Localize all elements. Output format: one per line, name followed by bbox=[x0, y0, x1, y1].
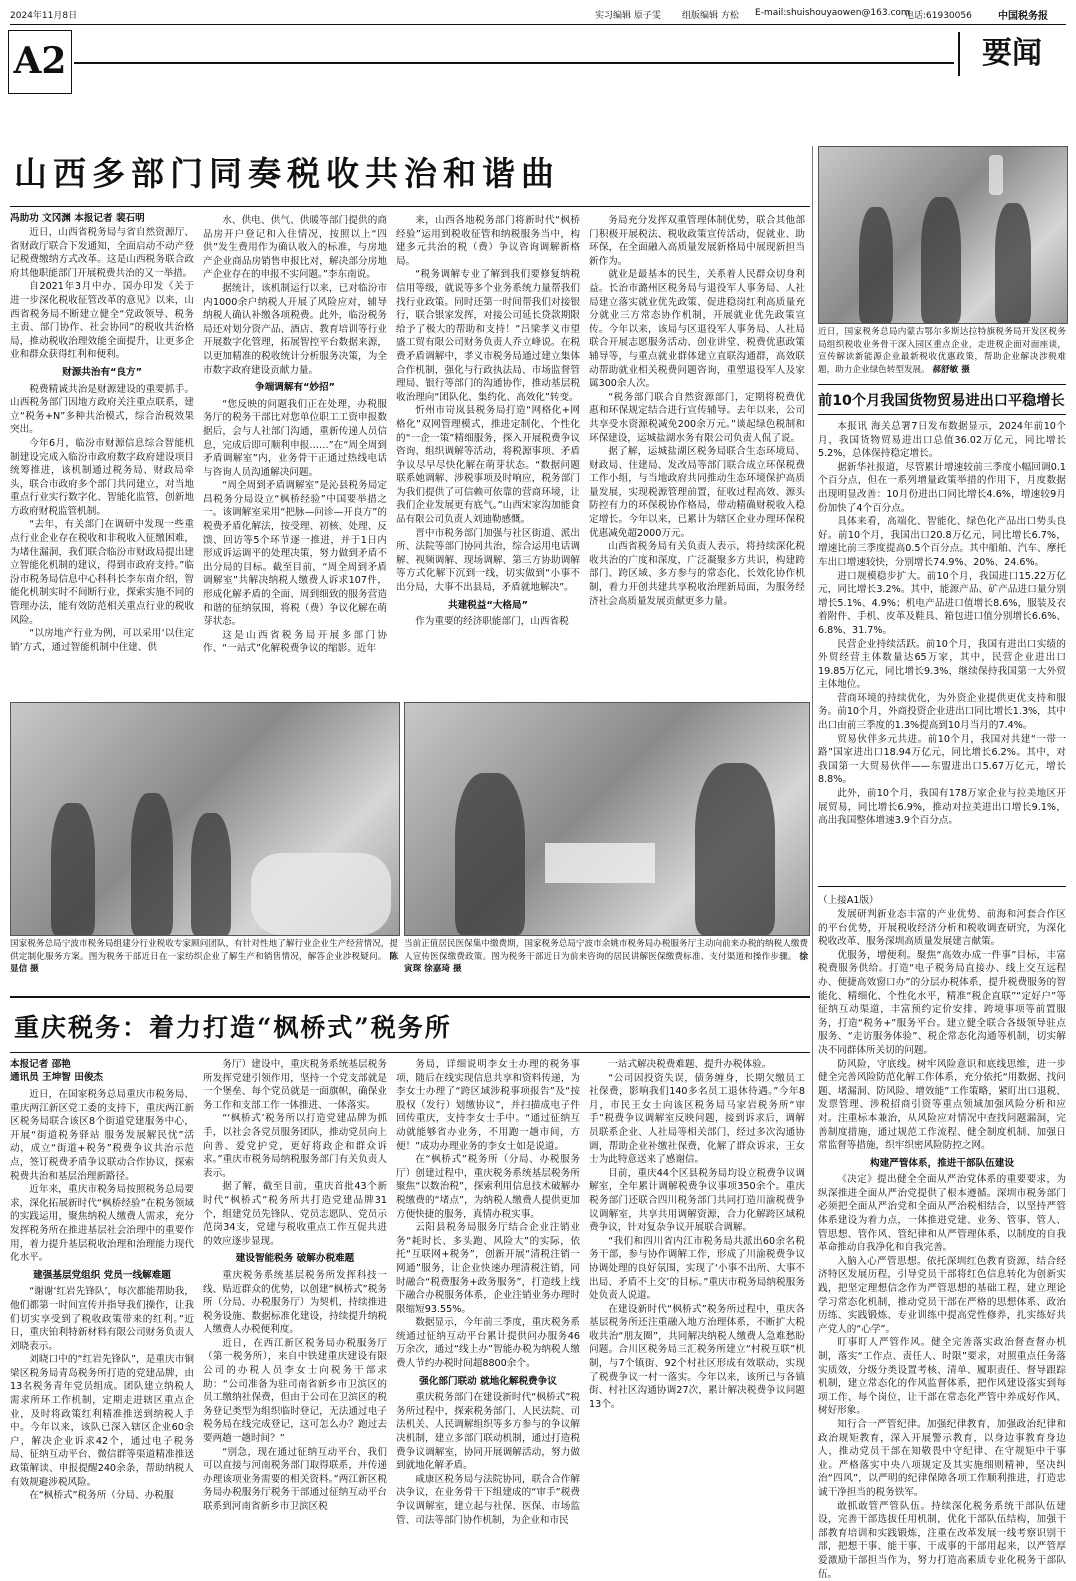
paragraph: “‘枫桥式’税务所以打造党建品牌为抓手，以社会各党员服务团队，推动党员向上向善、爱党护党，更好将政企和群众诉求。”重庆市税务局纳税服务部门有关负责人表示。 bbox=[203, 1113, 387, 1179]
paragraph: 重庆税务系统基层税务所发挥科技一线、贴近群众的优势，以创建“枫桥式”税务所（分局、办税服务厅）为契机，持续推进税务设施、数据标准化建设，持续提升纳税人缴费人办税便利度。 bbox=[203, 1269, 387, 1336]
subheading: 建强基层党组织 党员一线解难题 bbox=[33, 1269, 171, 1281]
paragraph: 盯事盯人严管作风。健全完善落实政治督查督办机制，落实“工作点、责任人、时限”要求，对照重点任务落实质效，分级分类设置考核、清单、履职责任、督导跟踪机制，建立常态化的作风监督体系，把作风建设落实到每项工作、每个岗位，让干部在常态化严管中养成好作风、树好形象。 bbox=[818, 1337, 1066, 1417]
paragraph: 刘晓口中的“红岩先锋队”，是重庆市铜梁区税务局青岛税务所打造的党建品牌，由13名税务青年党员组成。团队建立纳税人需求所环工作机制，定期走进辖区重点企业，及时将政策红利精准推送到纳税人手中。今年以来，该队已深入辖区企业60余户，解决企业诉求42个，通过电子税务局、征纳互动平台、微信群等渠道精准推送政策解读、申报提醒240余条，帮助纳税人有效规避涉税风险。 bbox=[10, 1354, 194, 1488]
photo-credit: 陈显信 摄 bbox=[10, 951, 398, 975]
photo-yuyao-caption bbox=[404, 938, 808, 990]
paragraph: 作为重要的经济职能部门，山西省税 bbox=[415, 616, 569, 628]
article1-headline: 山西多部门同奏税收共治和谐曲 bbox=[14, 154, 560, 193]
subheading: 构建严管体系，推进干部队伍建设 bbox=[870, 1157, 1014, 1169]
paragraph: 入脑入心严管思想。依托深圳红色教育资源，结合经济特区发展历程，引导党员干部将红色信息转化为创新实践，把坚定理想信念作为严管思想的基础工程，建立理论学习常态化机制，推动党员干部在严格的思想体系、政治历练、实践锻炼、专业训练中提高党性修养，扎实练好共产党人的“心学”。 bbox=[818, 1255, 1066, 1335]
section-label: 要闻 bbox=[958, 32, 1064, 76]
paragraph: “公司因投资失误，债务缠身，长期欠缴员工社保费，影响我们140多名员工退休待遇。”今年8月，市民王女士向该区税务局马家岩税务所“审手”税费争议调解室反映问题，接到诉求后，调解员联系企业、人社局等相关部门，经过多次沟通协调，帮助企业补缴社保费，化解了群众诉求，王女士为此特意送来了感谢信。 bbox=[589, 1072, 805, 1166]
article2-headline: 前10个月我国货物贸易进出口平稳增长 bbox=[818, 393, 1065, 409]
paragraph: 在建设新时代“枫桥式”税务所过程中，重庆各基层税务所还注重融入地方治理体系，不断扩大税收共治“朋友圈”，共同解决纳税人缴费人急难愁盼问题。合川区税务局三汇税务所建立“村税互联”机制，与7个镇街、92个村社区形成有效联动，实现了税费争议一村一落实。今年以来，该所已与各镇街、村社区沟通协调27次，累计解决税费争议问题13个。 bbox=[589, 1303, 805, 1410]
paragraph: 今年6月，临汾市财源信息综合智能机制建设完成入临汾市政府数字政府建设项目统筹推进，该机制通过税务局、财政局牵头，联合市政府多个部门共同建立，对当地重点行业实行数字化、智能化监管，创新地方政府财税监管机制。 bbox=[10, 437, 194, 517]
paragraph: 据了解，运城盐湖区税务局联合生态环境局、财政局、住建局、发改局等部门联合成立环保税费工作小组，与当地政府共同推动生态环境保护高质量发展，实现税源管理前置，征收过程高效、源头防控有力的环保税协作格局，带动精确财税收入稳定增长。今年以来，已累计为辖区企业办理环保税优惠减免超2000万元。 bbox=[589, 446, 805, 539]
paragraph: 据新华社报道，尽管累计增速较前三季度小幅回调0.1个百分点，但在一系列增量政策举措的作用下，月度数据出现明显改善：10月份进出口同比增长4.6%，增速较9月份加快了4个百分点。 bbox=[818, 461, 1066, 514]
photo-ningbo-caption bbox=[10, 938, 398, 990]
paragraph: 防风险，守底线。树牢风险意识和底线思维，进一步健全完善风险防范化解工作体系，充分依托“用数据、找问题、堵漏洞、防风险、增效能”工作策略，紧盯出口退税、发票管理、涉税招商引资等重点领域加强风险分析和应对。注重标本兼治，从风险应对情况中查找问题漏洞，完善制度措施，通过规范工作流程、健全制度机制、加强日常监督等措施，织牢织密风险防控之网。 bbox=[818, 1058, 1066, 1152]
subheading: 争端调解有“妙招” bbox=[255, 382, 335, 394]
article3-column-4 bbox=[589, 1058, 805, 1540]
photo-yuyao-service-hall bbox=[404, 702, 810, 936]
photo-ordos-tax-visit bbox=[818, 146, 1068, 324]
paragraph: 敢抓敢管严管队伍。持续深化税务系统干部队伍建设，完善干部选拔任用机制，优化干部队伍结构，加强干部教育培训和实践锻炼，注重在改革发展一线考察识别干部，把想干事、能干事、干成事的干部用起来，以严管厚爱激励干部担当作为，努力打造高素质专业化税务干部队伍。 bbox=[818, 1500, 1066, 1580]
paragraph: 近日，山西省税务局与省自然资源厅、省财政厅联合下发通知，全面启动不动产登记税费缴纳方式改革。这是山西税务联合政府其他职能部门开展税费共治的又一举措。 bbox=[10, 227, 194, 279]
designer-credit: 组版编辑 方松 bbox=[682, 11, 739, 21]
paragraph: 务厅）建设中，重庆税务系统基层税务所发挥党建引领作用，坚持一个党支部就是一个堡垒、每个党员就是一面旗帜，确保业务工作和支部工作一体推进、一体落实。 bbox=[203, 1059, 387, 1111]
paragraph: 水、供电、供气、供暖等部门提供的商品房开户登记和入住情况，按照以上“四供”发生费用作为确认收入的标准，与房地产企业商品房销售申报比对，解决部分房地产企业存在的申报不实问题。”李东南说。 bbox=[203, 215, 387, 281]
article1-column-4 bbox=[589, 214, 805, 678]
paragraph: 进口规模稳步扩大。前10个月，我国进口15.22万亿元，同比增长3.2%。其中，能源产品、矿产品进口量分别增长5.1%、4.9%；机电产品进口值增长8.6%，服装及衣着附件、手机、皮革及鞋具、箱包进口值分别增长6.6%、6.8%、31.7%。 bbox=[818, 570, 1066, 636]
paragraph: 这是山西省税务局开展多部门协作、“一站式”化解税费争议的缩影。近年 bbox=[203, 629, 387, 655]
paragraph: 务局充分发挥双重管理体制优势，联合其他部门积极开展税法、税收政策宣传活动，促就业、助环保，在全面融入高质量发展新格局中展现新担当新作为。 bbox=[589, 215, 805, 267]
paragraph: “谢谢‘红岩先锋队’，每次都能帮助我，他们都第一时间宣传并指导我们操作，让我们切实享受到了税收政策带来的红利。”近日，重庆铂利特新材料有限公司财务负责人刘晓表示。 bbox=[10, 1286, 194, 1352]
article1-byline: 冯助功 文冈渊 本报记者 裴石明 bbox=[10, 213, 145, 224]
subheading: 建设智能税务 破解办税难题 bbox=[235, 1253, 355, 1265]
photo-credit: 郝舒敏 摄 bbox=[932, 364, 970, 375]
paragraph: 具体来看，高端化、智能化、绿色化产品出口势头良好。前10个月，我国出口20.8万亿元，同比增长6.7%，增速比前三季度提高0.5个百分点。其中船舶、汽车、摩托车出口增速较快，分别增长74.9%、20%、24.6%。 bbox=[818, 516, 1066, 568]
paragraph: 此外，前10个月，我国有178万家企业与拉美地区开展贸易，同比增长6.9%，推动对拉美进出口增长9.1%，高出我国整体增速3.9个百分点。 bbox=[818, 788, 1066, 827]
article3-byline bbox=[10, 1058, 103, 1084]
article1-column-1 bbox=[10, 226, 194, 678]
paragraph: 民营企业持续活跃。前10个月，我国有进出口实绩的外贸经营主体数量达65万家，其中，民营企业进出口19.85万亿元，同比增长9.3%，继续保持我国第一大外贸主体地位。 bbox=[818, 638, 1066, 691]
article3-column-1 bbox=[10, 1088, 194, 1540]
article1-column-2 bbox=[203, 214, 387, 678]
caption-text: 当前正值居民医保集中缴费期，国家税务总局宁波市余姚市税务局办税服务厅主动向前来办税的纳税人缴费人宣传医保缴费政策。图为税务干部近日为前来咨询的居民讲解医保缴费标准、支付渠道和操作步骤。 bbox=[404, 939, 808, 962]
paragraph: 近日，在西江新区税务局办税服务厅（第一税务所），来自中铁建重庆建设有限公司的办税人员李女士向税务干部求助：“公司准备为驻司南省新乡市卫滨区的员工缴纳社保费，但由于公司在卫滨区的税务登记类型为组织临时登记，无法通过电子税务局在线完成登记，这可怎么办？跑过去要两趟一趟时间？” bbox=[203, 1337, 387, 1445]
paragraph: 发展研判新业态丰富的产业优势、前海和河套合作区的平台优势，开展税收经济分析和税收调查研究，为深化税收改革、服务深圳高质量发展建言献策。 bbox=[818, 909, 1066, 948]
continued-body bbox=[818, 908, 1066, 1580]
paragraph: 近日，在国家税务总局重庆市税务局、重庆两江新区党工委的支持下，重庆两江新区税务局联合该区8个街道党建服务中心，开展“街道税务驿站 服务发展解民忧”活动，成立“街道+税务”税费争议共治示范点，签订税费矛盾争议联动合作协议，探索税费共治和基层治理新路径。 bbox=[10, 1089, 194, 1182]
paragraph: 本报讯 海关总署7日发布数据显示，2024年前10个月，我国货物贸易进出口总值36.02万亿元，同比增长5.2%，总体保持稳定增长。 bbox=[818, 421, 1066, 460]
subheading: 强化部门联动 就地化解税费争议 bbox=[419, 1375, 557, 1387]
article1-column-3 bbox=[396, 214, 580, 678]
photo-ningbo-textile bbox=[10, 702, 400, 936]
paragraph: 自2021年3月中办、国办印发《关于进一步深化税收征管改革的意见》以来，山西省税务局不断建立健全“党政领导、税务主责、部门协作、社会协同”的税收共治格局，推动税收治理效能全面提升，让更多企业和群众获得红利和便利。 bbox=[10, 281, 194, 361]
article2-body bbox=[818, 420, 1066, 878]
email-address: E-mail:shuishouyaowen@163.com bbox=[755, 8, 910, 18]
paragraph: 重庆税务部门在建设新时代“枫桥式”税务所过程中，探索税务部门、人民法院、司法机关、人民调解组织等多方参与的争议解决机制，建立多部门联动机制，通过打造税费争议调解室，协同开展调解活动，努力做到就地化解矛盾。 bbox=[396, 1392, 580, 1472]
paragraph: 在“枫桥式”税务所（分局、办税服务厅）创建过程中，重庆税务系统基层税务所聚焦“以数治税”，探索利用信息技术破解办税缴费的“堵点”，为纳税人缴费人提供更加方便快捷的服务，真情办税实事。 bbox=[396, 1154, 580, 1220]
page-number: A2 bbox=[8, 30, 72, 94]
editor-credit: 实习编辑 原子雯 bbox=[595, 11, 661, 21]
paragraph: 在“枫桥式”税务所（分局、办税服 bbox=[29, 1490, 174, 1502]
paragraph: “别急，现在通过征纳互动平台，我们可以直接与河南税务部门取得联系，并传递办理该项业务需要的相关资料。”两江新区税务局办税服务厅税务干部通过征纳互动平台联系到河南省新乡市卫滨区税 bbox=[203, 1446, 387, 1512]
paragraph: “税务调解专业了解到我们要修复纳税信用等级，就说等多个业务系统力量帮我们找行业政策。同时还第一时间帮我们对接银行，联合银家发挥，对接公司延长贷款期限给予了极大的帮助和支持！”吕梁孝义市望盛工贸有限公司财务负责人乔立峰说。在税费矛盾调解中，孝义市税务局通过建立集体合作机制，强化与行政执法局、市场监督管理局、银行等部门的沟通协作，推动基层税收治理向“团队化、集约化、高效化”转变。 bbox=[396, 269, 580, 403]
paragraph: 山西省税务局有关负责人表示，将持续深化税收共治的广度和深度，广泛凝聚多方共识，构建跨部门、跨区域、多方参与的常态化、长效化协作机制，着力开创共建共享税收治理新局面，为服务经济社会高质量发展贡献更多力量。 bbox=[589, 541, 805, 607]
subheading: 财源共治有“良方” bbox=[62, 366, 142, 378]
subheading: 共建税益“大格局” bbox=[448, 599, 528, 611]
paragraph: 优服务，增便利。聚焦“高效办成一件事”目标，丰富税费服务供给。打造“电子税务局直接办、线上交互远程办、便捷高效窗口办”的分层办税体系，提升税费服务的智能化、精细化、个性化水平，精准“税企直联”“定好户”等征纳互动渠道，丰富预约定价安排、跨境事项等前置服务，打造“税务+”服务平台。建立健全联合各级领导驻点服务、“走访服务体验”、税企常态化沟通等机制，切实解决不同群体所关切的问题。 bbox=[818, 949, 1066, 1056]
paragraph: 营商环境的持续优化，为外资企业提供更优支持和服务。前10个月，外商投资企业进出口同比增长1.3%，其中出口由前三季度的1.3%提高到10月当月的7.4%。 bbox=[818, 692, 1066, 732]
paragraph: 据了解，截至目前，重庆首批43个新时代“枫桥式”税务所共打造党建品牌31个，组建党员先锋队、党员志愿队、党员示范岗34支，党建与税收重点工作互促共进的效应逐步显现。 bbox=[203, 1181, 387, 1247]
byline-reporter: 本报记者 邵艳 bbox=[10, 1059, 71, 1070]
photo-credit: 徐寅琛 徐嘉琦 摄 bbox=[404, 951, 808, 975]
paragraph: 来，山西各地税务部门将新时代“枫桥经验”运用到税收征管和纳税服务当中，构建多元共治的税（费）争议咨询调解新格局。 bbox=[396, 215, 580, 267]
paragraph: 目前，重庆44个区县税务局均设立税费争议调解室，全年累计调解税费争议事项350余个。重庆税务部门还联合四川税务部门共同打造川渝税费争议调解室，共享共用调解资源，合力化解跨区域税费争议，针对复杂争议开展联合调解。 bbox=[589, 1167, 805, 1234]
paragraph: 数据显示，今年前三季度，重庆税务系统通过征纳互动平台累计提供问办服务46万余次，通过“线上办”智能办税为纳税人缴费人节约办税时间超8800余个。 bbox=[396, 1317, 580, 1370]
paragraph: 近年来，重庆市税务局按照税务总局要求，深化拓展新时代“枫桥经验”在税务领域的实践运用，聚焦纳税人缴费人需求，充分发挥税务所在推进基层社会治理中的重要作用，着力提升基层税收治理和治理能力现代化水平。 bbox=[10, 1184, 194, 1264]
paragraph: 知行合一严管纪律。加强纪律教育，加强政治纪律和政治规矩教育，深入开展警示教育，以身边事教育身边人，推动党员干部在知敬畏中守纪律、在守规矩中干事业。严格落实中央八项规定及其实施细则精神，坚决纠治“四风”，以严明的纪律保障各项工作顺利推进，打造忠诚干净担当的税务铁军。 bbox=[818, 1418, 1066, 1498]
paragraph: 《决定》提出健全全面从严治党体系的重要要求，为纵深推进全面从严治党提供了根本遵循。深圳市税务部门必须把全面从严治党和全面从严治税相结合，以坚持严管体系建设为着力点，一体推进党建、业务、管事、管人、管思想、管作风、管纪律和从严管理体系，以制度的自我革命推动自我净化和自我完善。 bbox=[818, 1174, 1066, 1254]
paragraph: 贸易伙伴多元共进。前10个月，我国对共建“一带一路”国家进出口18.94万亿元，同比增长6.2%。其中，对我国第一大贸易伙伴——东盟进出口5.67万亿元，增长8.8%。 bbox=[818, 733, 1066, 786]
paragraph: 据统计，该机制运行以来，已对临汾市内1000余户纳税人开展了风险应对，辅导纳税人确认补缴各项税费。此外，临汾税务局还对划分资产品、酒店、教育培训等行业开展数字化管理，拓展智控平台数据来源，以更加精准的税收统计分析服务决策，为全市数字政府建设贡献力量。 bbox=[203, 282, 387, 376]
column-rule bbox=[812, 146, 813, 1540]
caption-text: 近日，国家税务总局内蒙古鄂尔多斯达拉特旗税务局开发区税务局组织税收业务骨干深入园区重点企业，走进税企面对面座谈，宣传解读新能源企业最新税收优惠政策，帮助企业解决涉税难题，助力企业绿色转型发展。 bbox=[818, 327, 1066, 375]
byline-correspondents: 通讯员 王坤智 田俊杰 bbox=[10, 1072, 104, 1083]
phone-number: 电话:61930056 bbox=[905, 11, 972, 21]
paragraph: “我们和四川省内江市税务局共派出60余名税务干部，参与协作调解工作，形成了川渝税费争议协调处理的良好氛围，实现了‘小事不出所、大事不出局、矛盾不上交’的目标。”重庆市税务局纳税服务处负责人说道。 bbox=[589, 1235, 805, 1302]
photo-ordos-caption bbox=[818, 326, 1066, 378]
article3-column-2 bbox=[203, 1058, 387, 1540]
paragraph: 一站式解决税费难题、提升办税体验。 bbox=[608, 1059, 772, 1070]
paper-name: 中国税务报 bbox=[998, 11, 1048, 22]
paragraph: 忻州市岢岚县税务局打造“网格化+网格化”双网管理模式，推进定制化、个性化的“一企一策”精细服务，探入开展税费争议咨询、组织调解等活动，将税源事项、矛盾争议尽早尽快化解在萌芽状态。“数据问题联系她调解、涉税事项及时响应，税务部门为我们提供了可信赖可依靠的营商环境，让我们企业发展更有底气。”山西宋家沟加能食品有限公司负责人刘迪勒感慨。 bbox=[396, 405, 580, 526]
article3-column-3 bbox=[396, 1058, 580, 1540]
paragraph: 税费精诚共治是财源建设的重要抓手。山西税务部门因地方政府关注重点联系，建立“税务+N”多种共治模式，综合治税效果突出。 bbox=[10, 383, 194, 436]
paragraph: “您反映的问题我们正在处理，办税服务厅的税务干部比对您单位职工工资申报数据后，会与人社部门沟通，重新传递人员信息，完成后即可顺利申报……”在“周全周到矛盾调解室”内，业务骨干正通过热线电话与咨询人员沟通解决问题。 bbox=[203, 398, 387, 478]
continued-label: （上接A1版） bbox=[818, 895, 879, 906]
paragraph: 云阳县税务局服务厅结合企业注销业务“耗时长、多头跑、风险大”的实际，依托“互联网+税务”，创新开展“清税注销一网通”服务，让企业快速办理清税注销，同时融合“税费服务+政务服务”，打造线上线下融合办税服务体系，企业注销业务办理时限缩短93.55%。 bbox=[396, 1222, 580, 1315]
article3-headline: 重庆税务：着力打造“枫桥式”税务所 bbox=[14, 1013, 452, 1042]
paragraph: 咸康区税务局与法院协同，联合合作解决争议，在业务骨干下组建成的“审手”税费争议调解室，建立起与社保、医保、市场监管、司法等部门协作机制，为企业和市民 bbox=[396, 1473, 580, 1526]
paragraph: “税务部门联合自然资源部门，定期将税费优惠和环保规定结合进行宣传辅导。去年以来，公司共享受水资源税减免200余万元。”谈起绿色税制和环保建设，运城盐湖水务有限公司负责人侃了说。 bbox=[589, 391, 805, 444]
caption-text: 国家税务总局宁波市税务局组建分行业税收专家顾问团队，有针对性地了解行业企业生产经营情况，提供定制化服务方案。图为税务干部近日在一家纺织企业了解生产和销售情况，解答企业涉税疑问。 bbox=[10, 939, 398, 962]
paragraph: “以房地产行业为例，可以采用‘以住定销’方式，通过智能机制中住建、供 bbox=[10, 628, 194, 653]
paragraph: 晋中市税务部门加强与社区街道、派出所、法院等部门协同共治，综合运用电话调解、视频调解、现场调解、第三方协助调解等方式化解下沉到一线，切实做到“小事不出分局，大事不出县局，矛盾就地解决”。 bbox=[396, 527, 580, 594]
masthead-strip bbox=[10, 8, 1066, 22]
paragraph: “去年，有关部门在调研中发现一些重点行业企业存在税收和非税收入征缴困难，为堵住漏洞，我们联合临汾市财政局提出建立智能化机制的建议，得到市政府支持。”临汾市税务局信息中心科科长李东南介绍，智能化机制实时不间断行业，探索实施不同的管理办法，能有效防范相关重点行业的税收风险。 bbox=[10, 519, 194, 626]
paragraph: 务局，详细说明李女士办理的税务事项，随后在线实现信息共享和资料传递，为李女士办理了“跨区域涉税事项报告”及“按股权（发行）划缴协议”，并扫描成电子件回传重庆，支持李女士手中。“通过征纳互动就能够省办业务，不用跑一趟市间，方便！”成功办理业务的李女士如是说道。 bbox=[396, 1059, 580, 1152]
issue-date: 2024年11月8日 bbox=[10, 11, 78, 21]
paragraph: 就业是最基本的民生，关系着人民群众切身利益。长治市潞州区税务局与退役军人事务局、人社局建立落实就业优先政策、促进稳岗红利高质量充分就业三方常态协作机制，开展就业优先政策宣传。今年以来，该局与区退役军人事务局、人社局联合开展志愿服务活动、创业讲堂、税费优惠政策辅导等，与重点就业群体建立直联沟通群，高效联动帮助就业相关税费问题咨询，重塑退役军人及家属300余人次。 bbox=[589, 269, 805, 390]
paragraph: “周全周到矛盾调解室”是沁县税务局定昌税务分局设立“枫桥经验”中国要举措之一。该调解室采用“把脉—问诊—开良方”的税费矛盾化解法，按受理、初核、处理、反馈、回访等5个环节逐一推进，并于1日内形成诉运调平的处理决策，努力做到矛盾不出分局的目标。截至目前，“周全周到矛盾调解室”共解决纳税人缴费人诉求107件，形成化解矛盾的全面、周到细致的服务营造和谐的征纳氛围，将税（费）争议化解在萌芽状态。 bbox=[203, 480, 387, 628]
